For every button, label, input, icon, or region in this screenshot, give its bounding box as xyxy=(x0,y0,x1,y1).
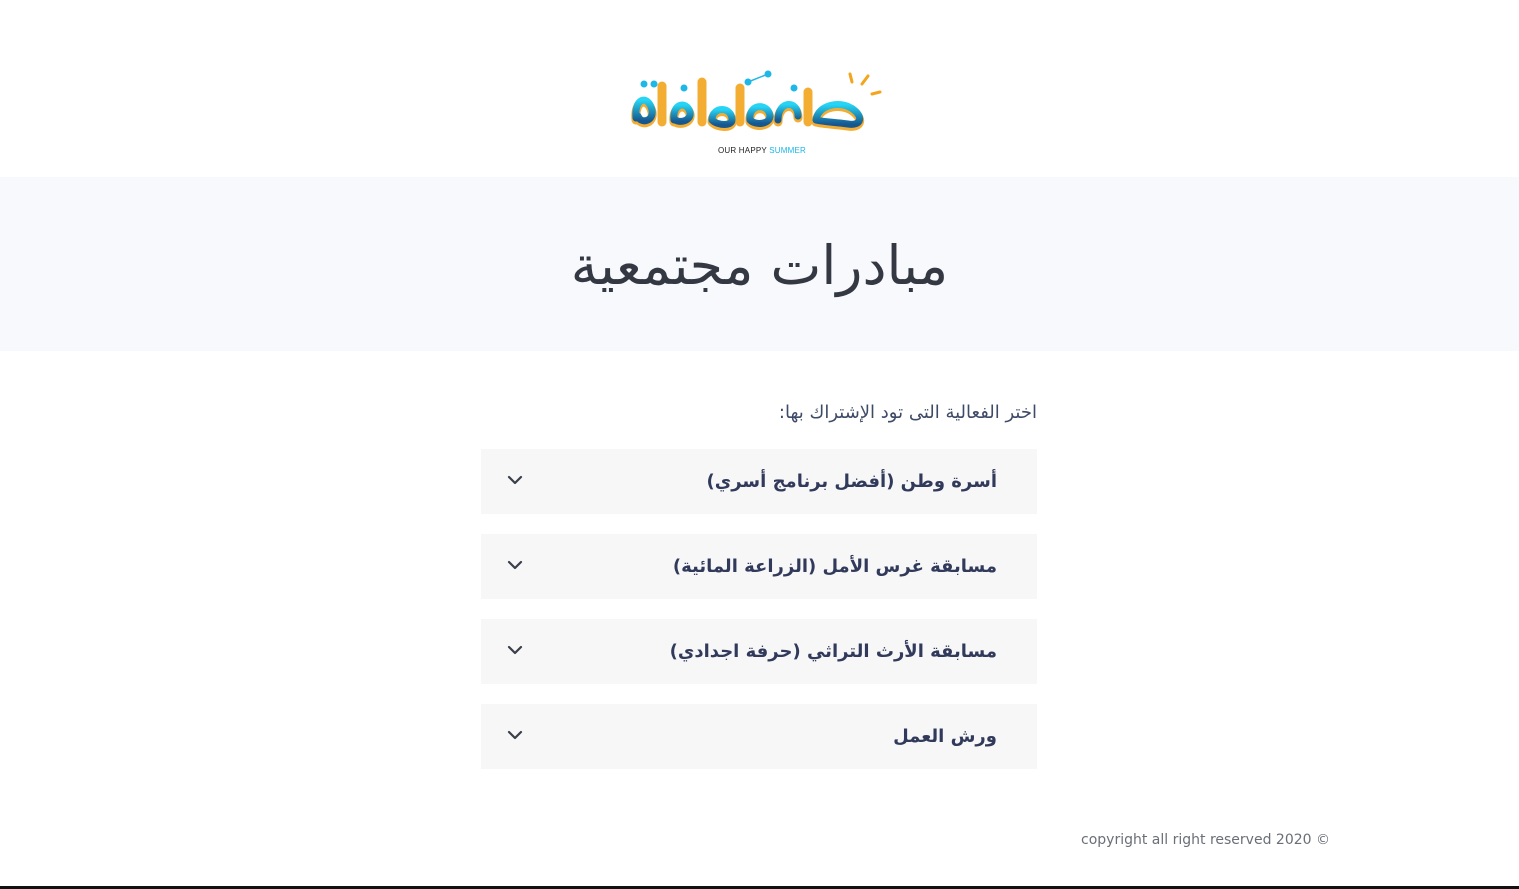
chevron-down-icon[interactable] xyxy=(507,644,523,656)
events-section xyxy=(481,390,1037,789)
accordion-item-workshops[interactable] xyxy=(481,704,1037,769)
accordion-item-label: أسرة وطن (أفضل برنامج أسري) xyxy=(706,471,997,492)
footer-copyright: copyright all right reserved 2020 © xyxy=(1081,832,1330,848)
chevron-down-icon[interactable] xyxy=(507,729,523,741)
accordion-item-label: مسابقة الأرث التراثي (حرفة اجدادي) xyxy=(669,641,997,662)
choose-event-prompt: اختر الفعالية التى تود الإشتراك بها: xyxy=(778,402,1037,423)
chevron-down-icon[interactable] xyxy=(507,474,523,486)
logo-graphic xyxy=(628,62,890,142)
site-logo[interactable] xyxy=(628,62,890,160)
accordion-item-heritage[interactable] xyxy=(481,619,1037,684)
accordion-item-label: مسابقة غرس الأمل (الزراعة المائية) xyxy=(672,556,997,577)
accordion-item-hydroponics[interactable] xyxy=(481,534,1037,599)
accordion-item-label: ورش العمل xyxy=(893,726,997,747)
page-title: مبادرات مجتمعية xyxy=(570,234,949,297)
logo-tagline-accent: SUMMER xyxy=(769,146,806,155)
logo-tagline-text: OUR HAPPY xyxy=(718,146,767,155)
chevron-down-icon[interactable] xyxy=(507,559,523,571)
logo-tagline xyxy=(718,146,806,155)
accordion-item-family[interactable] xyxy=(481,449,1037,514)
site-header xyxy=(0,0,1519,177)
